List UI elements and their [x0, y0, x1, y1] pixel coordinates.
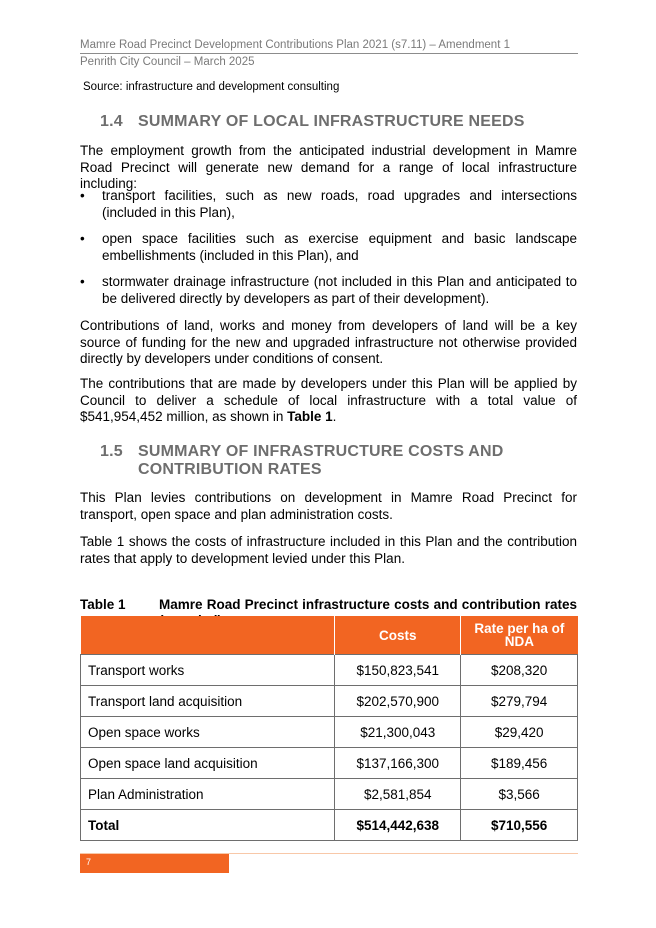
paragraph-intro: The employment growth from the anticipated industrial development in Mamre Road Precinct will generate new demand for a range of local infrastructure including: [80, 143, 577, 191]
cell-rate: $29,420 [461, 717, 578, 748]
column-header-rate: Rate per ha of NDA [461, 616, 578, 655]
cell-rate: $279,794 [461, 686, 578, 717]
table-row [81, 686, 578, 717]
bullet-icon: • [80, 188, 85, 203]
list-item [80, 231, 577, 264]
table-reference: Table 1 [287, 409, 333, 424]
section-title-line2: CONTRIBUTION RATES [138, 461, 322, 478]
cell-item: Transport land acquisition [81, 686, 335, 717]
cell-cost: $137,166,300 [335, 748, 461, 779]
list-item-text: open space facilities such as exercise equipment and basic landscape embellishments (included in this Plan), and [102, 231, 577, 263]
paragraph-total-value: The contributions that are made by developers under this Plan will be applied by Council to deliver a schedule of local infrastructure with a total value of $541,954,452 million, as shown in Table 1. [80, 376, 577, 424]
bullet-icon: • [80, 274, 85, 289]
table-row [81, 655, 578, 686]
header-document-title: Mamre Road Precinct Development Contributions Plan 2021 (s7.11) – Amendment 1 [80, 38, 578, 54]
page-number-box [80, 854, 229, 873]
cell-cost: $2,581,854 [335, 779, 461, 810]
column-header-item [81, 616, 335, 655]
cell-cost: $21,300,043 [335, 717, 461, 748]
paragraph-contributions: Contributions of land, works and money from developers of land will be a key source of funding for the new and upgraded infrastructure not otherwise provided directly by developers under conditions of consent. [80, 318, 577, 366]
cell-cost: $150,823,541 [335, 655, 461, 686]
table-row [81, 779, 578, 810]
bullet-icon: • [80, 231, 85, 246]
table-row [81, 748, 578, 779]
cell-item: Open space land acquisition [81, 748, 335, 779]
header-council-date: Penrith City Council – March 2025 [80, 56, 255, 68]
paragraph-levies: This Plan levies contributions on development in Mamre Road Precinct for transport, open space and plan administration costs. [80, 490, 577, 522]
cell-cost: $514,442,638 [335, 810, 461, 841]
list-item [80, 274, 577, 307]
list-item-text: stormwater drainage infrastructure (not included in this Plan and anticipated to be delivered directly by developers as part of their development). [102, 274, 577, 306]
cell-rate: $189,456 [461, 748, 578, 779]
cell-rate: $3,566 [461, 779, 578, 810]
section-heading-1-4 [100, 113, 525, 131]
cell-item: Plan Administration [81, 779, 335, 810]
source-note: Source: infrastructure and development consulting [83, 81, 340, 93]
cell-item: Open space works [81, 717, 335, 748]
table-header-row [81, 616, 578, 655]
section-title: SUMMARY OF LOCAL INFRASTRUCTURE NEEDS [138, 113, 525, 130]
cell-item: Total [81, 810, 335, 841]
page-number: 7 [86, 857, 92, 867]
list-item [80, 188, 577, 221]
list-item-text: transport facilities, such as new roads, road upgrades and intersections (included in this Plan), [102, 188, 577, 220]
section-title-line1: SUMMARY OF INFRASTRUCTURE COSTS AND [138, 443, 504, 460]
section-number: 1.4 [100, 113, 123, 130]
section-heading-1-5 [100, 443, 504, 479]
infrastructure-costs-table [80, 616, 578, 841]
cell-rate: $208,320 [461, 655, 578, 686]
running-header [80, 38, 578, 69]
column-header-costs: Costs [335, 616, 461, 655]
section-number: 1.5 [100, 443, 123, 460]
cell-rate: $710,556 [461, 810, 578, 841]
table-total-row [81, 810, 578, 841]
table-label: Table 1 [80, 597, 126, 612]
table-title: Mamre Road Precinct infrastructure costs and contribution rates [159, 597, 577, 612]
paragraph-table-intro: Table 1 shows the costs of infrastructure included in this Plan and the contribution rates that apply to development levied under this Plan. [80, 534, 577, 566]
table-row [81, 717, 578, 748]
cell-cost: $202,570,900 [335, 686, 461, 717]
cell-item: Transport works [81, 655, 335, 686]
